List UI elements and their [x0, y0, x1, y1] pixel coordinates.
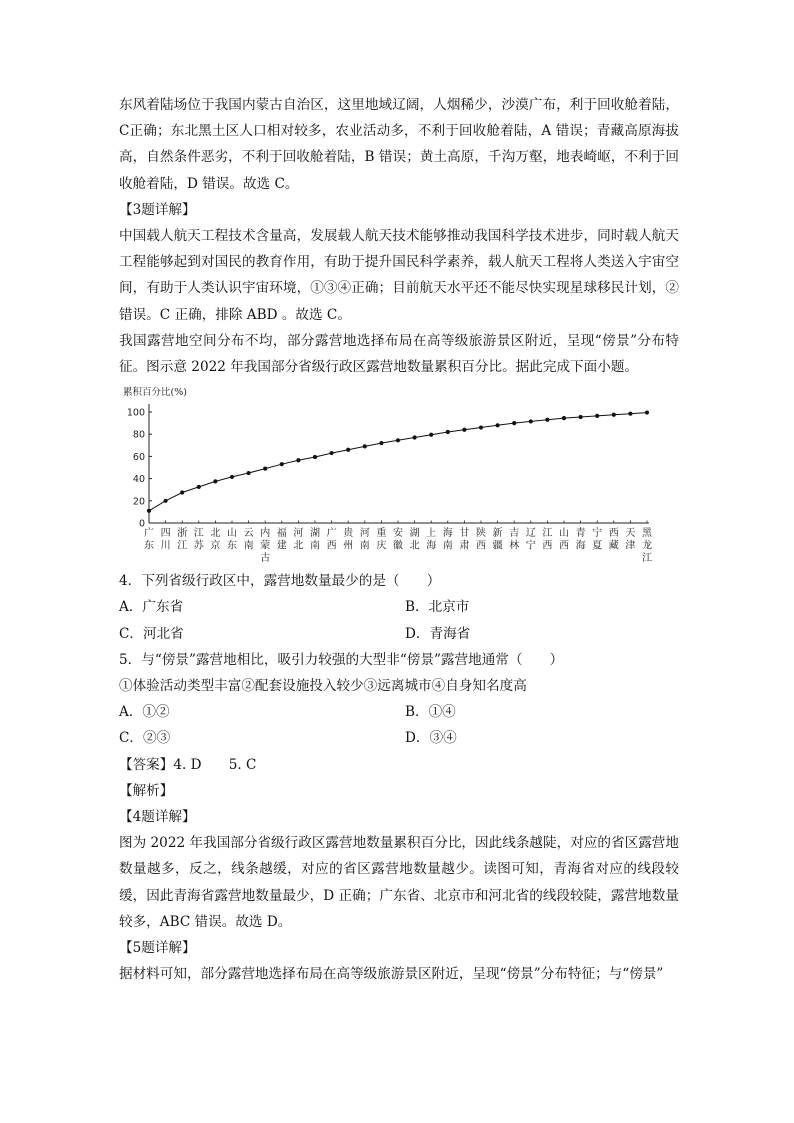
x-tick-label: 广东	[144, 528, 154, 552]
document-body	[119, 92, 679, 987]
x-tick-label: 山西	[559, 528, 569, 552]
q4-detail-text: 图为 2022 年我国部分省级行政区露营地数量累积百分比，因此线条越陡，对应的省区露营地数量越多，反之，线条越缓，对应的省区露营地数量越少。读图可知，青海省对应的线段较缓，因此青海省露营地数量最少，D 正确；广东省、北京市和河北省的线段较陡，露营地数量较多，ABC 错误。故选 D。	[119, 835, 679, 930]
chart-svg	[119, 384, 679, 568]
x-tick-label: 江苏	[193, 528, 204, 552]
q5-stem: 5．与“傍景”露营地相比，吸引力较强的大型非“傍景”露营地通常（ ）	[119, 651, 564, 668]
data-point	[213, 480, 217, 484]
data-point	[529, 420, 533, 424]
data-point	[230, 475, 234, 479]
q4-option-d[interactable]: D．青海省	[405, 625, 471, 642]
x-tick-label: 吉林	[509, 528, 520, 552]
data-point	[396, 438, 400, 442]
y-tick-label: 100	[126, 407, 145, 419]
q5-options-row2	[119, 725, 679, 751]
paragraph-q2-analysis: 东风着陆场位于我国内蒙古自治区，这里地域辽阔，人烟稀少，沙漠广布，利于回收舱着陆，C正确；东北黑土区人口相对较多，农业活动多，不利于回收舱着陆，A 错误；青藏高原海拔高，自然条件恶劣，不利于回收舱着陆，B 错误；黄土高原，千沟万壑，地表崎岖，不利于回收舱着陆，D 错误。故选 C。	[119, 97, 679, 192]
x-tick-label: 北京	[210, 528, 221, 552]
q4-stem: 4．下列省级行政区中，露营地数量最少的是（ ）	[119, 573, 441, 590]
material-intro: 我国露营地空间分布不均，部分露营地选择布局在高等级旅游景区附近，呈现“傍景”分布特征。图示意 2022 年我国部分省级行政区露营地数量累积百分比。据此完成下面小题。	[119, 332, 679, 376]
y-axis-title: 累积百分比(%)	[123, 387, 187, 399]
x-tick-label: 海南	[442, 528, 453, 552]
q5-option-a[interactable]: A．①②	[119, 704, 170, 721]
q5-statements: ①体验活动类型丰富②配套设施投入较少③远离城市④自身知名度高	[119, 678, 527, 695]
x-tick-label: 内蒙古	[260, 528, 271, 565]
data-point	[379, 441, 383, 445]
x-tick-label: 青海	[575, 528, 586, 552]
x-tick-label: 宁夏	[592, 528, 603, 552]
q5-detail-header: 【5题详解】	[119, 940, 196, 957]
y-tick-label: 80	[132, 429, 145, 441]
data-point	[612, 413, 616, 417]
data-point	[462, 428, 466, 432]
q4-option-b[interactable]: B．北京市	[405, 599, 470, 616]
x-tick-label: 湖北	[409, 528, 420, 552]
data-point	[628, 412, 632, 416]
q5-option-c[interactable]: C．②③	[119, 730, 171, 747]
data-point	[595, 414, 599, 418]
data-point	[280, 462, 284, 466]
data-point	[545, 418, 549, 422]
x-tick-label: 山东	[227, 528, 237, 552]
answer-line: 【答案】4. D 5. C	[119, 756, 257, 773]
data-point	[363, 445, 367, 449]
x-tick-label: 上海	[426, 528, 437, 552]
cumulative-percentage-chart	[119, 384, 679, 568]
data-point	[562, 416, 566, 420]
q5-option-d[interactable]: D．③④	[405, 730, 457, 747]
y-tick-label: 20	[132, 496, 145, 508]
y-tick-label: 60	[132, 452, 145, 464]
data-point	[496, 423, 500, 427]
x-tick-label: 新疆	[492, 528, 503, 552]
x-tick-label: 江西	[542, 528, 553, 552]
q5-options-row1	[119, 699, 679, 725]
data-point	[330, 451, 334, 455]
data-point	[579, 415, 583, 419]
series-line	[149, 413, 647, 511]
x-tick-label: 四川	[160, 528, 171, 552]
x-tick-label: 甘肃	[459, 528, 470, 552]
x-tick-label: 湖南	[310, 528, 320, 552]
data-point	[313, 455, 317, 459]
x-tick-label: 河南	[359, 528, 370, 552]
data-point	[147, 509, 151, 513]
q4-options-row2	[119, 621, 679, 647]
x-tick-label: 西藏	[608, 528, 619, 552]
x-tick-label: 陕西	[476, 528, 486, 552]
data-point	[512, 421, 516, 425]
data-point	[263, 467, 267, 471]
x-tick-label: 广西	[326, 528, 337, 552]
x-tick-label: 河北	[293, 528, 304, 552]
x-tick-label: 安徽	[393, 528, 403, 552]
data-point	[446, 430, 450, 434]
data-point	[180, 491, 184, 495]
data-point	[429, 433, 433, 437]
data-point	[164, 499, 168, 503]
x-tick-label: 贵州	[343, 528, 354, 552]
x-tick-label: 福建	[276, 528, 287, 552]
x-tick-label: 辽宁	[525, 528, 536, 552]
q4-options-row1	[119, 594, 679, 620]
q4-detail-header: 【4题详解】	[119, 809, 196, 825]
y-tick-label: 0	[138, 518, 145, 530]
data-point	[346, 448, 350, 452]
x-tick-label: 浙江	[177, 528, 188, 552]
analysis-header: 【解析】	[119, 782, 174, 799]
data-point	[645, 411, 649, 415]
paragraph-q3-analysis: 中国载人航天工程技术含量高，发展载人航天技术能够推动我国科学技术进步，同时载人航天工程能够起到对国民的教育作用，有助于提升国民科学素养，载人航天工程将人类送入宇宙空间，有助于人类认识宇宙环境，①③④正确；目前航天水平还不能尽快实现星球移民计划，②错误。C 正确，排除 ABD 。故选 C。	[119, 228, 679, 323]
data-point	[197, 485, 201, 489]
x-tick-label: 天津	[625, 528, 636, 552]
data-point	[479, 426, 483, 430]
q4-option-a[interactable]: A．广东省	[119, 599, 184, 616]
data-point	[413, 436, 417, 440]
q3-detail-header: 【3题详解】	[119, 201, 196, 218]
q5-option-b[interactable]: B．①④	[405, 704, 456, 721]
y-tick-label: 40	[132, 474, 145, 486]
x-tick-label: 黑龙江	[642, 528, 652, 565]
q5-detail-text: 据材料可知，部分露营地选择布局在高等级旅游景区附近，呈现“傍景”分布特征；与“傍景”	[119, 966, 664, 983]
x-tick-label: 重庆	[376, 528, 387, 552]
q4-option-c[interactable]: C．河北省	[119, 625, 184, 642]
data-point	[247, 471, 251, 475]
data-point	[296, 458, 300, 462]
x-tick-label: 云南	[243, 528, 254, 552]
